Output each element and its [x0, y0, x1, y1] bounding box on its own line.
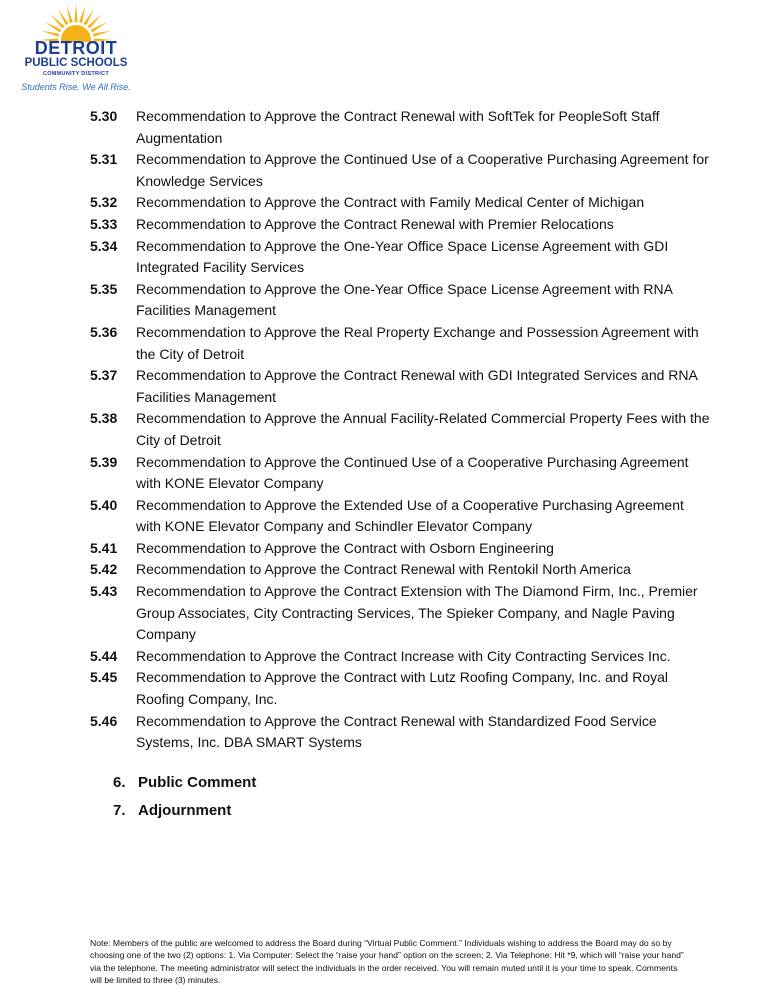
agenda-item [90, 667, 710, 710]
agenda-item-number: 5.46 [90, 712, 118, 729]
agenda-item [90, 452, 710, 495]
sun-ray [93, 31, 111, 37]
agenda-item-number: 5.36 [90, 323, 118, 340]
agenda-item-number: 5.32 [90, 194, 118, 211]
agenda-item-text: Recommendation to Approve the Annual Facility-Related Commercial Property Fees with the City of Detroit [136, 410, 710, 448]
agenda-item-number: 5.35 [90, 280, 118, 297]
agenda-item-number: 5.45 [90, 669, 118, 686]
agenda-item [90, 149, 710, 192]
district-logo [8, 0, 144, 96]
agenda-item-text: Recommendation to Approve the Extended Use of a Cooperative Purchasing Agreement with KONE Elevator Company and Schindler Elevator Company [136, 496, 684, 535]
agenda-item-number: 5.34 [90, 237, 118, 254]
agenda-item-number: 5.33 [90, 215, 118, 232]
sun-ray [41, 31, 59, 37]
agenda-item-text: Recommendation to Approve the Contract Renewal with Rentokil North America [136, 561, 631, 578]
agenda-item-text: Recommendation to Approve the Contract with Family Medical Center of Michigan [136, 194, 645, 211]
sun-ray [67, 5, 73, 23]
agenda-item-text: Recommendation to Approve the Real Property Exchange and Possession Agreement with the City of Detroit [136, 323, 699, 362]
section-title: Public Comment [138, 774, 257, 791]
agenda-item-number: 5.31 [90, 151, 118, 168]
agenda-item-number: 5.39 [90, 453, 118, 470]
agenda-item-text: Recommendation to Approve the Contract Renewal with GDI Integrated Services and RNA Facilities Management [136, 367, 698, 405]
agenda-item [90, 236, 710, 279]
agenda-item [90, 192, 710, 214]
agenda-item-number: 5.38 [90, 410, 118, 427]
agenda-item-list [90, 106, 710, 754]
section-public-comment [113, 774, 256, 791]
agenda-item [90, 495, 710, 538]
agenda-item-text: Recommendation to Approve the Contract Renewal with Premier Relocations [136, 215, 614, 232]
agenda-item-text: Recommendation to Approve the Contract with Lutz Roofing Company, Inc. and Royal Roofing Company, Inc. [136, 669, 669, 708]
footer-note: Note: Members of the public are welcomed to address the Board during “Virtual Public Comment.” Individuals wishing to address the Board may do so by choosing one of the two (2) options: 1. Via Computer: Select the “raise your hand” option on the screen; 2. Via Telephone: Hit *9, which will “raise your hand” via the telephone. The meeting administrator will select the individuals in the order received. You will remain muted until it is your time to speak. Comments will be limited to three (3) minutes. [90, 938, 684, 986]
agenda-item [90, 322, 710, 365]
sun-ray [79, 5, 85, 23]
agenda-item [90, 214, 710, 236]
logo-wordmark-public-schools: PUBLIC SCHOOLS [24, 57, 128, 69]
sun-icon [8, 0, 144, 42]
agenda-item [90, 408, 710, 451]
agenda-item-text: Recommendation to Approve the One-Year Office Space License Agreement with GDI Integrated Facility Services [136, 237, 669, 276]
agenda-item-number: 5.42 [90, 561, 118, 578]
agenda-item-text: Recommendation to Approve the Contract Extension with The Diamond Firm, Inc., Premier Group Associates, City Contracting Services, The Spieker Company, and Nagle Paving Company [136, 583, 698, 643]
section-number: 7. [113, 802, 126, 819]
agenda-item-number: 5.41 [90, 539, 118, 556]
sun-ray [74, 4, 77, 22]
agenda-item-text: Recommendation to Approve the Contract Renewal with SoftTek for PeopleSoft Staff Augmentation [136, 108, 660, 146]
logo-wordmark-community-district: COMMUNITY DISTRICT [42, 71, 110, 77]
agenda-item [90, 106, 710, 149]
agenda-item [90, 538, 710, 560]
agenda-item-number: 5.40 [90, 496, 118, 513]
agenda-item-number: 5.43 [90, 583, 118, 600]
agenda-item-number: 5.30 [90, 108, 118, 124]
agenda-item [90, 365, 710, 408]
agenda-item-text: Recommendation to Approve the One-Year Office Space License Agreement with RNA Facilities Management [136, 280, 673, 319]
section-number: 6. [113, 774, 126, 791]
agenda-item [90, 646, 710, 668]
agenda-item-text: Recommendation to Approve the Continued Use of a Cooperative Purchasing Agreement for Knowledge Services [136, 151, 709, 189]
agenda-item-number: 5.37 [90, 367, 118, 384]
section-adjournment [113, 802, 231, 819]
agenda-item [90, 581, 710, 646]
agenda-item-text: Recommendation to Approve the Contract with Osborn Engineering [136, 539, 554, 556]
logo-tagline: Students Rise. We All Rise. [21, 82, 131, 92]
section-title: Adjournment [138, 802, 232, 819]
agenda-item-text: Recommendation to Approve the Contract Renewal with Standardized Food Service Systems, Inc. DBA SMART Systems [136, 712, 657, 751]
agenda-item-number: 5.44 [90, 647, 118, 664]
logo-wordmark-detroit: DETROIT [34, 38, 118, 58]
agenda-item [90, 279, 710, 322]
agenda-item-text: Recommendation to Approve the Contract Increase with City Contracting Services Inc. [136, 647, 671, 664]
agenda-item-text: Recommendation to Approve the Continued Use of a Cooperative Purchasing Agreement with KONE Elevator Company [136, 453, 689, 492]
agenda-item [90, 711, 710, 754]
agenda-item [90, 559, 710, 581]
